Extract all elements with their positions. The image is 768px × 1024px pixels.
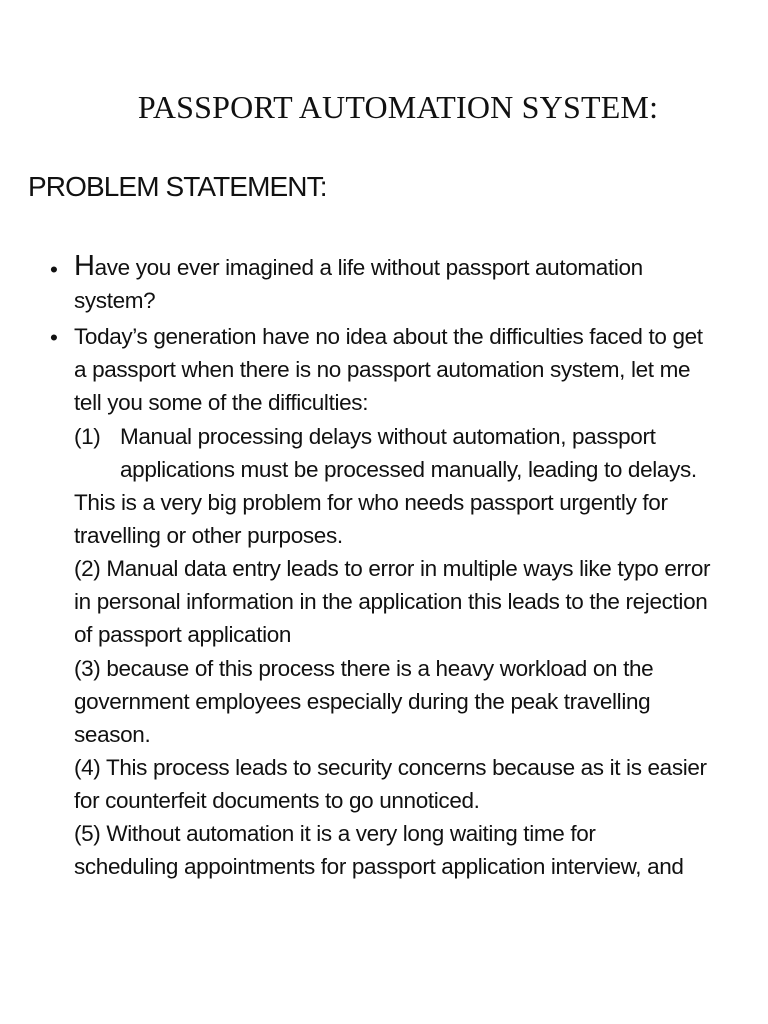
section-heading: PROBLEM STATEMENT:: [28, 171, 327, 202]
bullet-text-line: system?: [74, 288, 156, 313]
paragraph-line: in personal information in the application this leads to the rejection: [74, 589, 708, 614]
paragraph-line: of passport application: [74, 622, 292, 647]
bullet-text-line: [74, 250, 643, 284]
drop-letter: H: [74, 250, 95, 282]
bullet-text-line: tell you some of the difficulties:: [74, 390, 369, 415]
list-number: (1): [74, 424, 101, 449]
paragraph-line: for counterfeit documents to go unnoticed.: [74, 788, 480, 813]
paragraph-line: This is a very big problem for who needs passport urgently for: [74, 490, 668, 515]
paragraph-line: (3) because of this process there is a heavy workload on the: [74, 656, 654, 681]
list-item-line: applications must be processed manually, leading to delays.: [120, 457, 697, 482]
document-title: PASSPORT AUTOMATION SYSTEM:: [137, 89, 659, 125]
paragraph-line: scheduling appointments for passport application interview, and: [74, 854, 684, 879]
paragraph-line: (2) Manual data entry leads to error in multiple ways like typo error: [74, 556, 711, 581]
bullet-marker: •: [50, 257, 58, 282]
paragraph-line: travelling or other purposes.: [74, 523, 343, 548]
bullet-text-line: a passport when there is no passport automation system, let me: [74, 357, 691, 382]
paragraph-line: (5) Without automation it is a very long waiting time for: [74, 821, 596, 846]
bullet-text-line-rest: ave you ever imagined a life without passport automation: [94, 255, 643, 280]
bullet-text-line: Today’s generation have no idea about the difficulties faced to get: [74, 324, 703, 349]
bullet-marker: •: [50, 325, 58, 350]
list-item-line: Manual processing delays without automation, passport: [120, 424, 656, 449]
paragraph-line: government employees especially during the peak travelling: [74, 689, 651, 714]
paragraph-line: (4) This process leads to security concerns because as it is easier: [74, 755, 707, 780]
paragraph-line: season.: [74, 722, 151, 747]
